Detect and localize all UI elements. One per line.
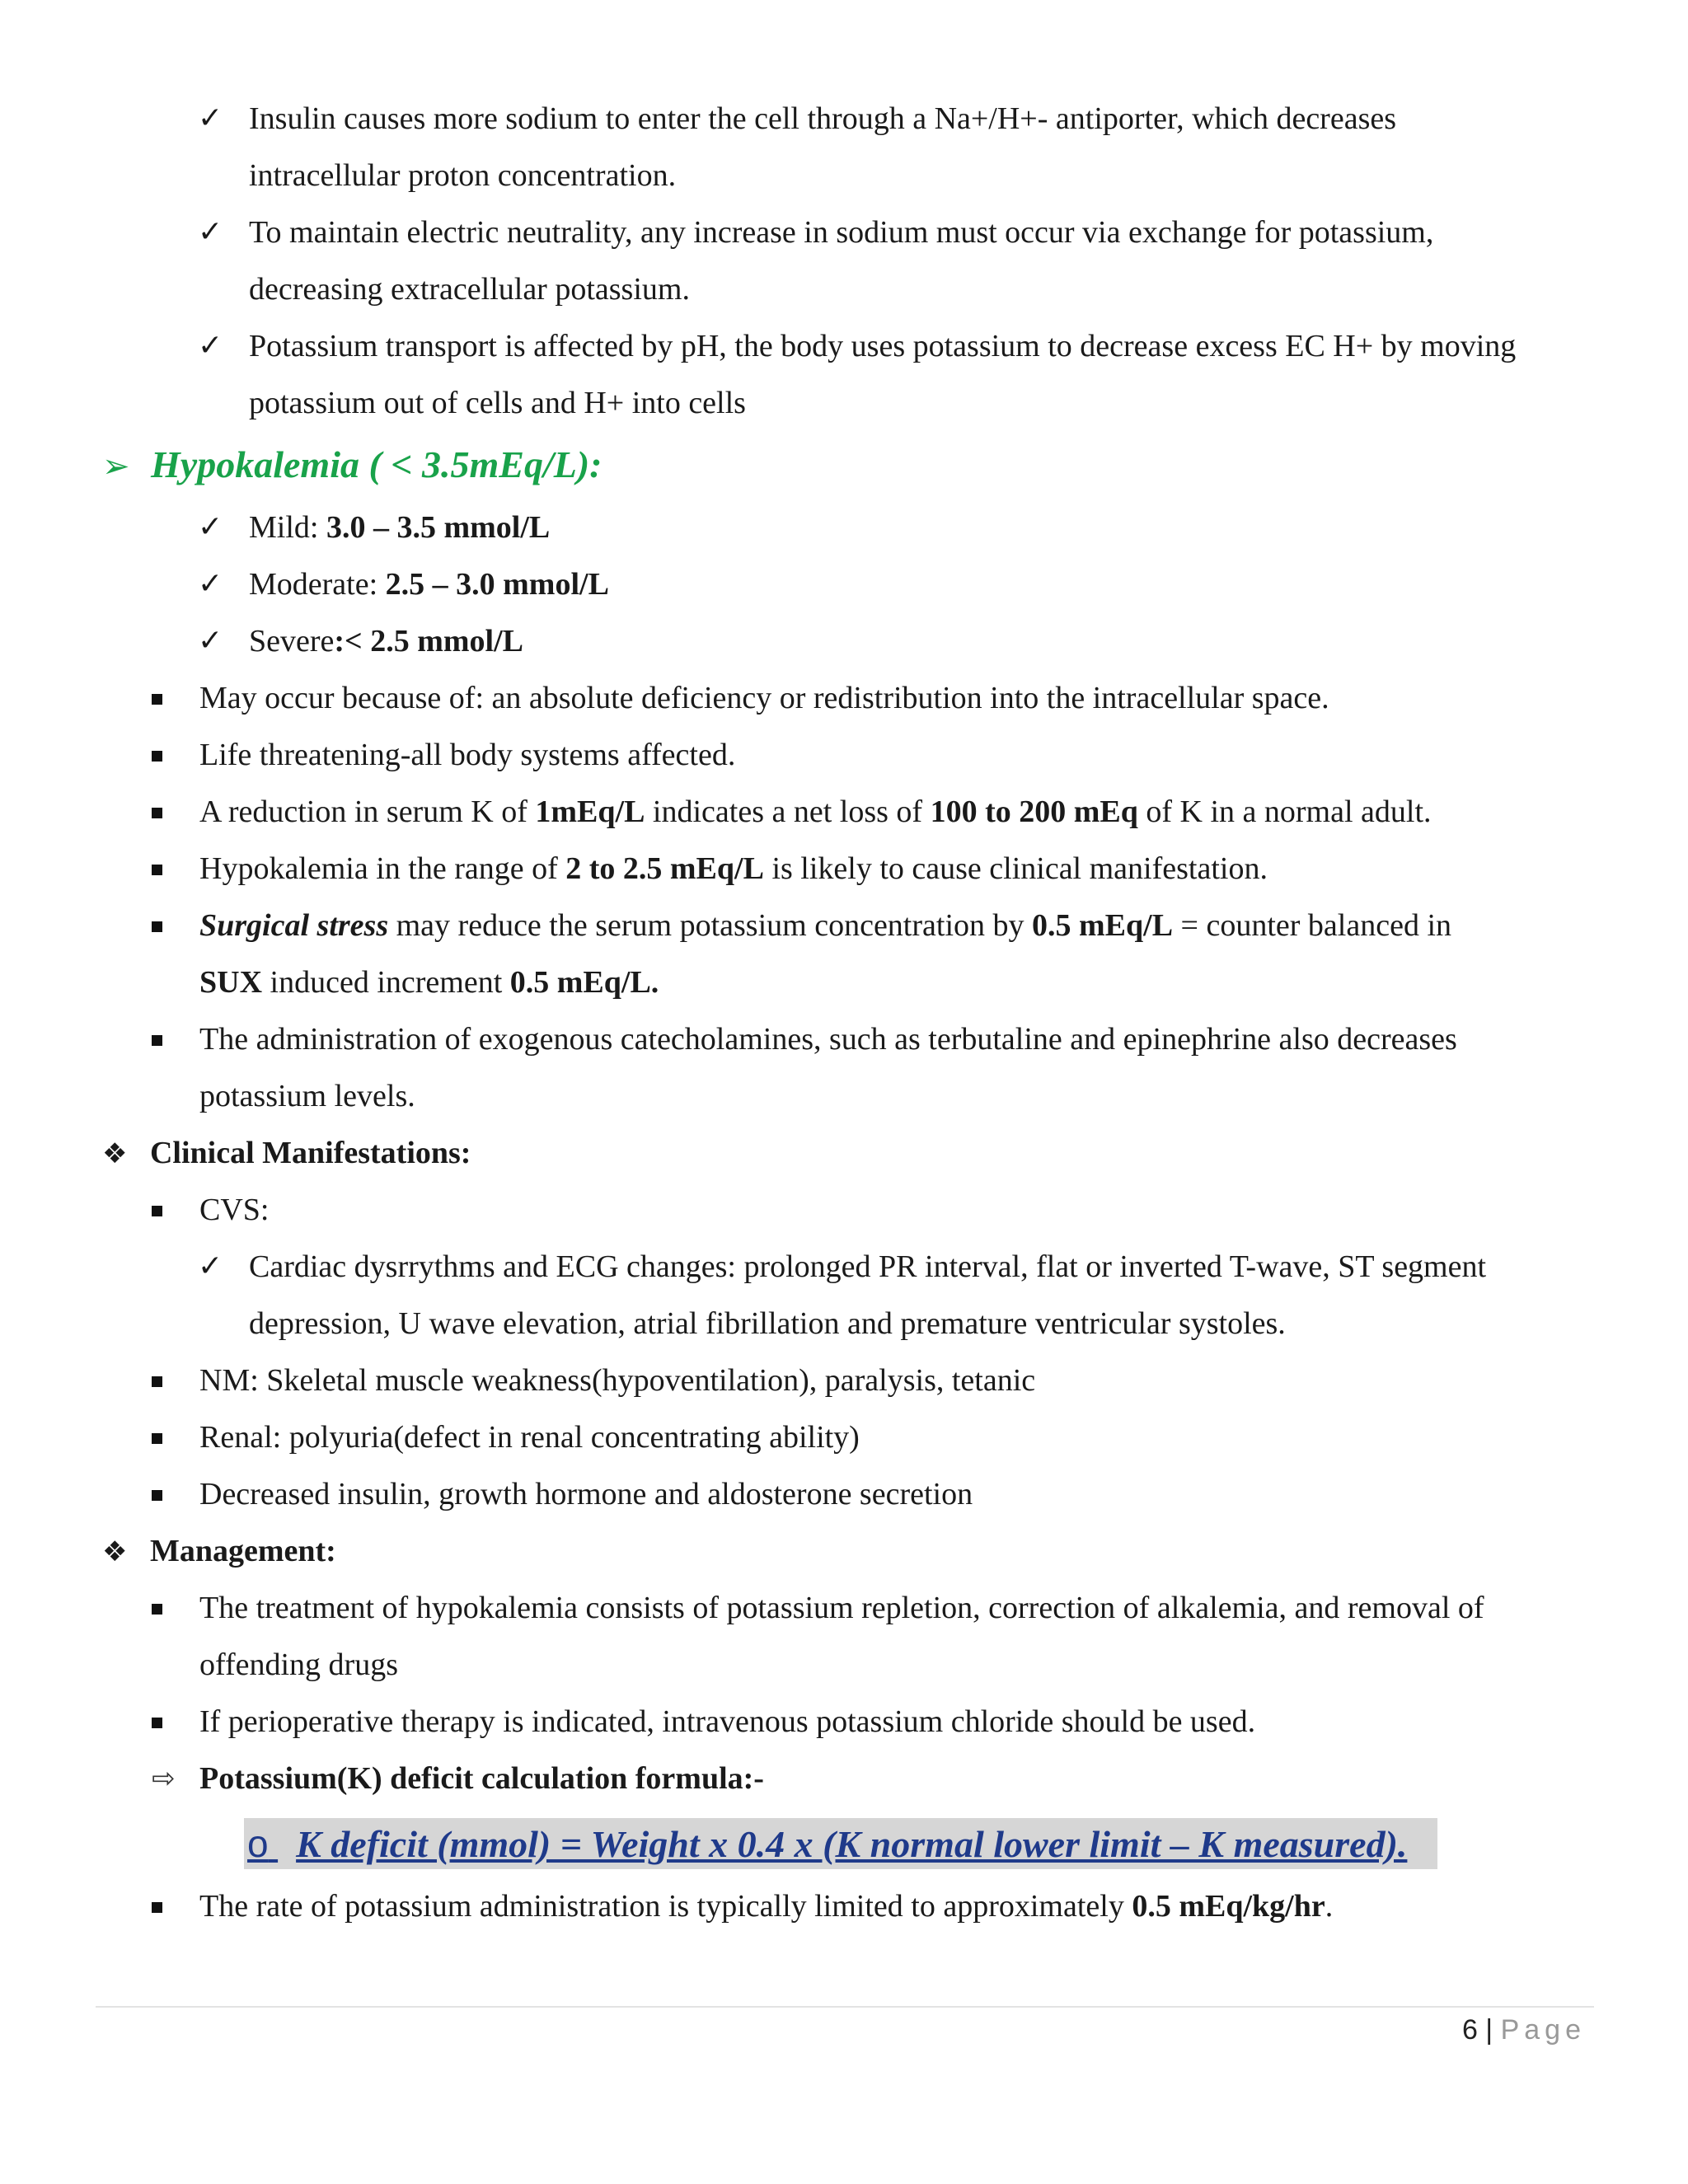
outline-arrow-icon: ⇨ <box>152 1762 176 1795</box>
list-item-continuation: potassium levels. <box>199 1079 415 1113</box>
square-bullet-icon <box>152 1433 162 1444</box>
footer-divider <box>96 2006 1594 2008</box>
checkmark-icon: ✓ <box>198 101 223 135</box>
page-number: 6 <box>1461 2014 1478 2046</box>
square-bullet-icon <box>152 1718 162 1728</box>
square-bullet-icon <box>152 751 162 762</box>
list-item-continuation: offending drugs <box>199 1647 398 1682</box>
checkmark-icon: ✓ <box>198 1249 223 1283</box>
circle-bullet-icon: o <box>247 1822 269 1865</box>
checkmark-icon: ✓ <box>198 329 223 363</box>
clinical-heading: ❖ Clinical Manifestations: <box>102 1136 471 1170</box>
square-bullet-icon <box>152 1902 162 1913</box>
management-heading: ❖ Management: <box>102 1534 336 1568</box>
square-bullet-icon <box>152 921 162 932</box>
check-item-continuation: intracellular proton concentration. <box>249 158 677 193</box>
checkmark-icon: ✓ <box>198 567 223 601</box>
square-bullet-icon <box>152 1206 162 1216</box>
list-item-continuation: SUX induced increment 0.5 mEq/L. <box>199 965 659 1000</box>
square-bullet-icon <box>152 1490 162 1501</box>
hypokalemia-heading: ➢ Hypokalemia ( < 3.5mEq/L): <box>102 443 603 485</box>
diamond-bullet-icon: ❖ <box>102 1137 128 1170</box>
square-bullet-icon <box>152 1035 162 1046</box>
checkmark-icon: ✓ <box>198 510 223 544</box>
diamond-bullet-icon: ❖ <box>102 1535 128 1568</box>
page-word: Page <box>1500 2014 1586 2046</box>
document-page: ✓ Insulin causes more sodium to enter the cell through a Na+/H+- antiporter, which decreases intracellular proton concentration. ✓ To maintain electric neutrality, any increase in sodium must occur via exchange for potassium, decreasing extracellular potassium. ✓ Potassium transport is affected by pH, the body uses potassium to decrease excess EC H+ by moving potassium out of cells and H+ into cells ➢ Hypokalemia ( < 3.5mEq/L): ✓ Mild: 3.0 – 3.5 mmol/L ✓ Moderate: 2.5 – 3.0 mmol/L ✓ Severe:< 2.5 mmol/L May occur because of: an absolute deficiency or redistribution into the intracellular space. Life threatening-all body systems affected. A reduction in serum K of 1mEq/L indicates a net loss of 100 to 200 mEq of K in a normal adult. Hypokalemia in the range of 2 to 2.5 mEq/L is likely to cause clinical manifestation. Surgical stress may reduce the serum potassium concentration by 0.5 mEq/L = counter balanced in SUX induced increment 0.5 mEq/L. The administration of exogenous catecholamines, such as terbutaline and epinephrine also decreases potassium levels. ❖ Clinical Manifestations: CVS: ✓ Cardiac dysrrythms and ECG changes: prolonged PR interval, flat or inverted T-wave, ST segment depression, U wave elevation, atrial fibrillation and premature ventricular systoles. NM: Skeletal muscle weakness(hypoventilation), paralysis, tetanic Renal: polyuria(defect in renal concentrating ability) Decreased insulin, growth hormone and aldosterone secretion ❖ Management: The treatment of hypokalemia consists of potassium repletion, correction of alkalemia, and removal of offending drugs If perioperative therapy is indicated, intravenous potassium chloride should be used. ⇨ Potassium(K) deficit calculation formula:- o K deficit (mmol) = Weight x 0.4 x (K normal lower limit – K measured). The rate of potassium administration is typically limited to approximately 0.5 mEq/kg/hr. 6 | Page <box>0 0 1688 2184</box>
check-item-continuation: decreasing extracellular potassium. <box>249 272 690 307</box>
square-bullet-icon <box>152 1604 162 1615</box>
square-bullet-icon <box>152 1376 162 1387</box>
checkmark-icon: ✓ <box>198 215 223 249</box>
square-bullet-icon <box>152 865 162 875</box>
page-footer: 6 | Page <box>1461 2014 1586 2046</box>
checkmark-icon: ✓ <box>198 624 223 658</box>
k-deficit-formula: o K deficit (mmol) = Weight x 0.4 x (K normal lower limit – K measured). <box>247 1822 1408 1865</box>
arrowhead-bullet-icon: ➢ <box>102 448 130 485</box>
check-item-continuation: potassium out of cells and H+ into cells <box>249 386 746 420</box>
square-bullet-icon <box>152 694 162 705</box>
check-item-continuation: depression, U wave elevation, atrial fibrillation and premature ventricular systoles. <box>249 1306 1286 1341</box>
square-bullet-icon <box>152 808 162 818</box>
